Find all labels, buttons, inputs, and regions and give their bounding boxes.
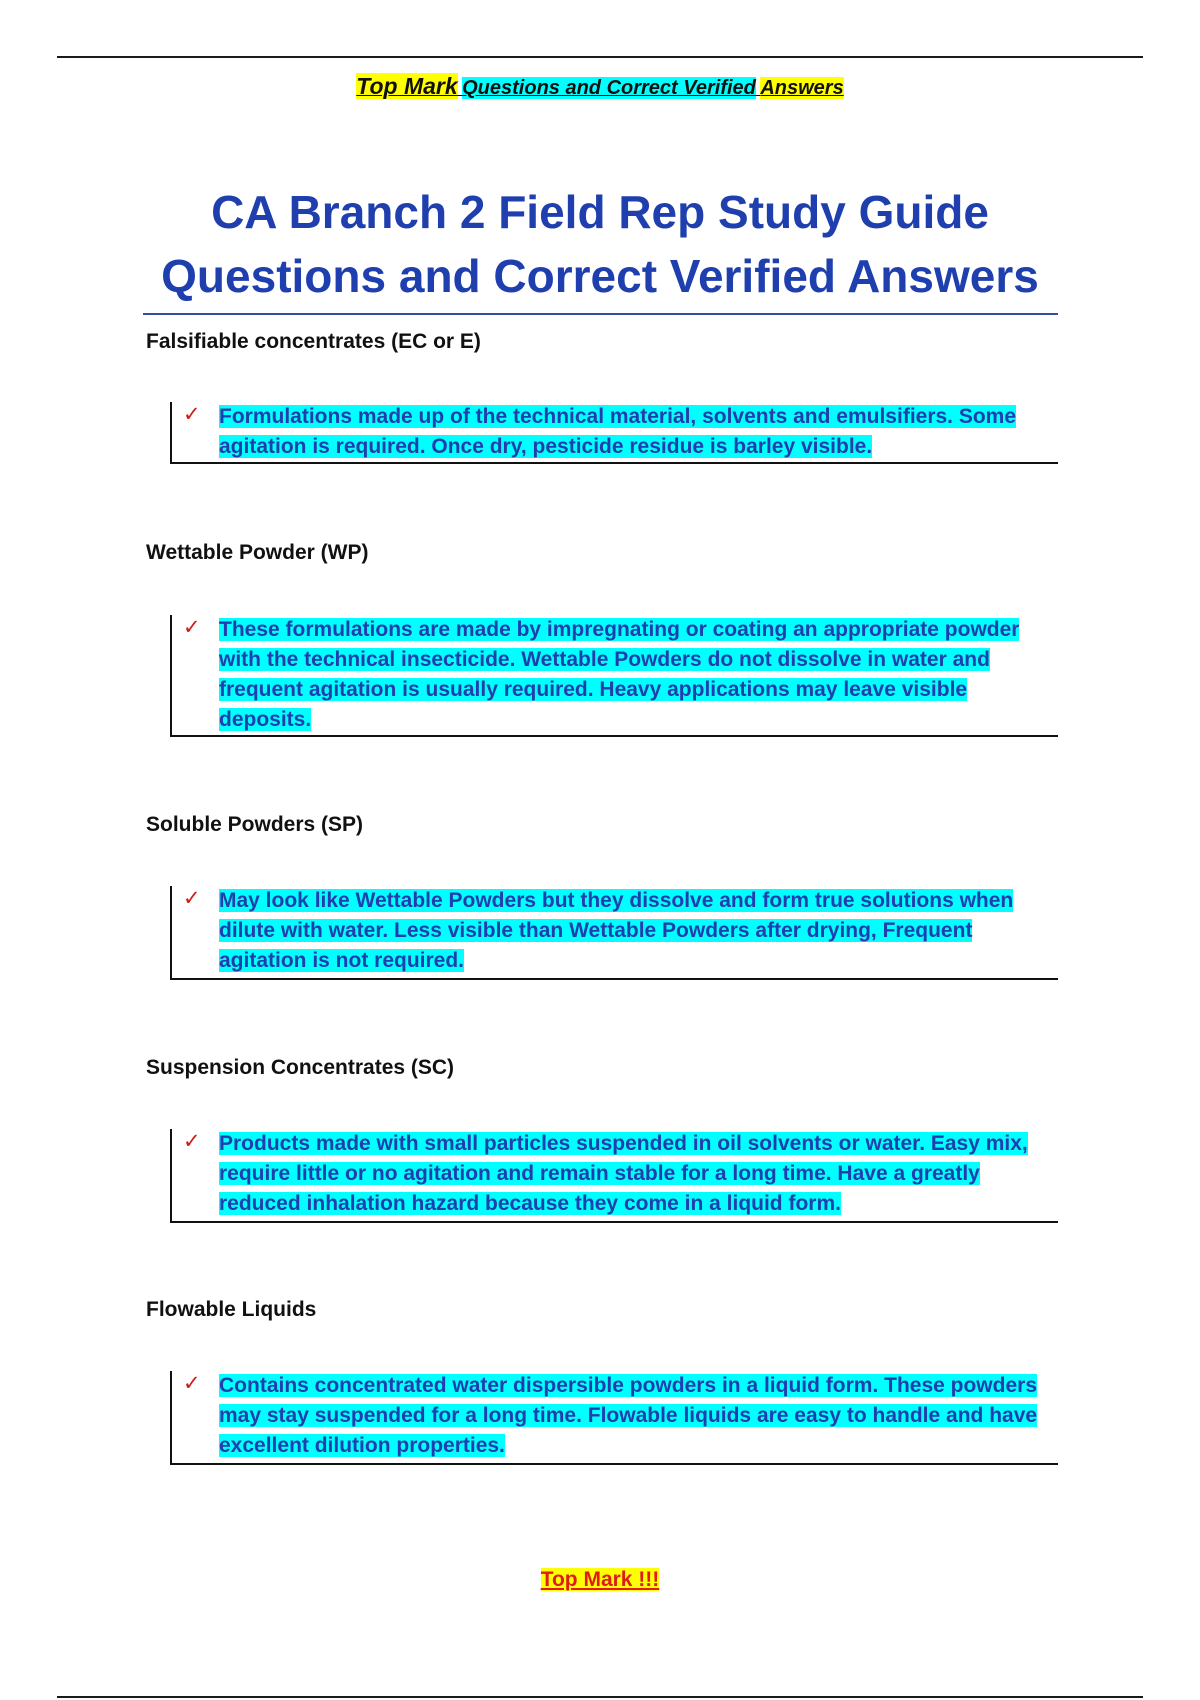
top-rule bbox=[57, 56, 1143, 58]
footer-mark: Top Mark !!! bbox=[540, 1568, 660, 1591]
answer-text: These formulations are made by impregnating or coating an appropriate powder with the technical insecticide. Wettable Powders do not dissolve in water and frequent agitation is usually required. Heavy applications may leave visible deposits. bbox=[219, 618, 1020, 731]
term-heading: Flowable Liquids bbox=[146, 1298, 317, 1321]
answer-text: Formulations made up of the technical material, solvents and emulsifiers. Some agitation is required. Once dry, pesticide residue is barley visible. bbox=[219, 405, 1017, 458]
answer-text: Products made with small particles suspended in oil solvents or water. Easy mix, require little or no agitation and remain stable for a long time. Have a greatly reduced inhalation hazard because they come in a liquid form. bbox=[219, 1132, 1028, 1215]
check-icon: ✓ bbox=[183, 616, 201, 639]
term-heading: Soluble Powders (SP) bbox=[146, 813, 364, 836]
check-icon: ✓ bbox=[183, 1372, 201, 1395]
page-title-line-2: Questions and Correct Verified Answers bbox=[161, 250, 1039, 302]
check-icon: ✓ bbox=[183, 403, 201, 426]
answer-text: May look like Wettable Powders but they dissolve and form true solutions when dilute with water. Less visible than Wettable Powders after drying, Frequent agitation is not required. bbox=[219, 889, 1014, 972]
header-subtitle-end: Answers bbox=[760, 77, 844, 99]
bottom-rule bbox=[57, 1696, 1143, 1698]
page-title bbox=[0, 180, 1200, 308]
page-title-line-1: CA Branch 2 Field Rep Study Guide bbox=[211, 186, 989, 238]
answer-text: Contains concentrated water dispersible powders in a liquid form. These powders may stay suspended for a long time. Flowable liquids are easy to handle and have excellent dilution properties. bbox=[219, 1374, 1038, 1457]
answer-box bbox=[170, 886, 1058, 980]
answer-box bbox=[170, 402, 1058, 464]
title-underline bbox=[143, 313, 1058, 315]
term-heading: Wettable Powder (WP) bbox=[146, 541, 369, 564]
header-subtitle: Questions and Correct Verified bbox=[462, 77, 756, 99]
answer-box bbox=[170, 1129, 1058, 1223]
check-icon: ✓ bbox=[183, 887, 201, 910]
answer-box bbox=[170, 1371, 1058, 1465]
term-heading: Suspension Concentrates (SC) bbox=[146, 1056, 455, 1079]
answer-box bbox=[170, 615, 1058, 737]
term-heading: Falsifiable concentrates (EC or E) bbox=[146, 330, 481, 353]
check-icon: ✓ bbox=[183, 1130, 201, 1153]
header-brand: Top Mark bbox=[356, 73, 458, 99]
header-banner bbox=[0, 73, 1200, 100]
